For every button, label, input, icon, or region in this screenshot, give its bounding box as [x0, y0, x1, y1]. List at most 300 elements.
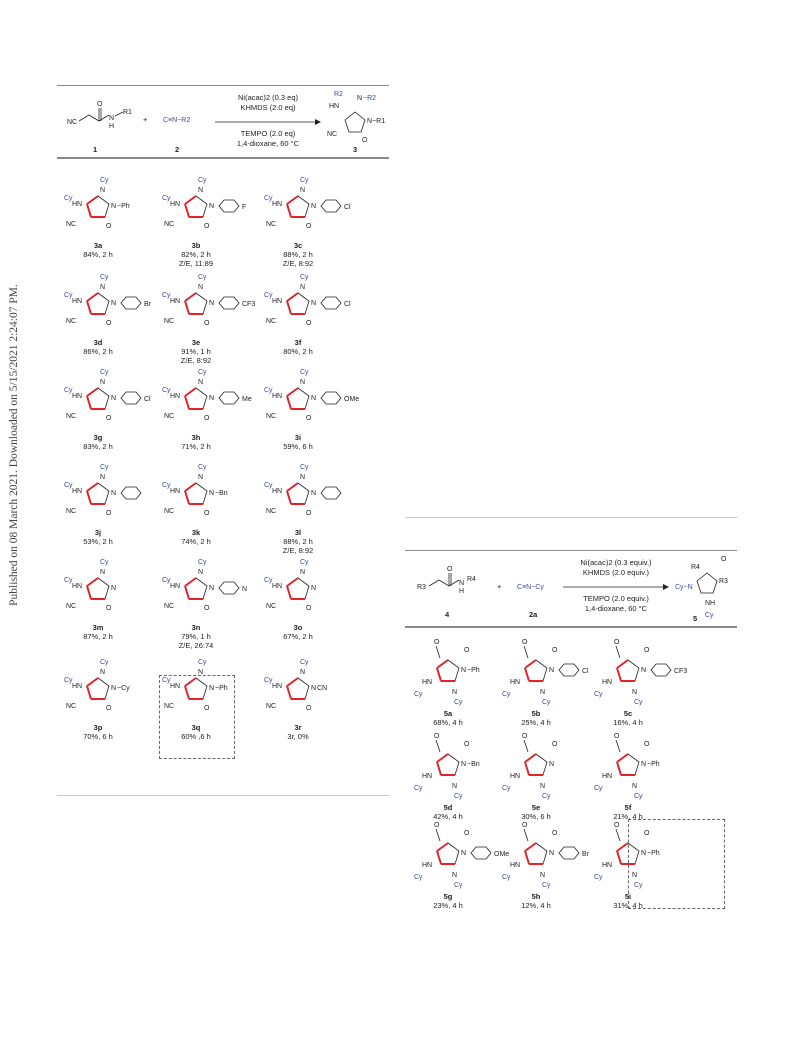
- cond-base-left: KHMDS (2.0 eq): [240, 103, 296, 112]
- svg-text:OMe: OMe: [494, 851, 510, 858]
- svg-text:Cy: Cy: [502, 691, 511, 698]
- compound-label-3m: 3m: [92, 623, 104, 632]
- svg-text:−Cy: −Cy: [117, 685, 130, 692]
- svg-text:HN: HN: [422, 773, 433, 780]
- svg-text:Cy: Cy: [264, 292, 273, 299]
- compound-3r: [262, 650, 382, 750]
- compound-yield-3b: 82%, 2 h: [181, 250, 211, 259]
- svg-text:HN: HN: [422, 862, 433, 869]
- svg-text:Cy: Cy: [300, 659, 309, 666]
- svg-text:Me: Me: [242, 396, 252, 403]
- mid-rule-right: [405, 626, 737, 628]
- svg-text:Cy: Cy: [162, 292, 171, 299]
- svg-text:N: N: [461, 761, 467, 768]
- svg-text:O: O: [522, 822, 528, 829]
- svg-text:Cy: Cy: [198, 464, 207, 471]
- svg-text:Cl: Cl: [144, 396, 151, 403]
- compound-label-3e: 3e: [191, 338, 201, 347]
- svg-text:N: N: [459, 580, 465, 587]
- compound-label-3c: 3c: [293, 241, 303, 250]
- compound-yield-3i: 59%, 6 h: [283, 442, 313, 451]
- svg-text:N: N: [300, 187, 306, 194]
- svg-text:Cl: Cl: [344, 204, 351, 211]
- svg-text:HN: HN: [602, 679, 613, 686]
- compound-yield-3o: 67%, 2 h: [283, 632, 313, 641]
- svg-text:O: O: [464, 830, 470, 837]
- svg-text:N: N: [198, 474, 204, 481]
- reactant-1-label: 1: [93, 145, 98, 154]
- svg-text:N: N: [641, 667, 647, 674]
- svg-text:Cy: Cy: [454, 882, 463, 889]
- svg-text:R2: R2: [334, 91, 343, 98]
- product-5-label: 5: [693, 614, 698, 623]
- product-3-structure: [327, 91, 385, 144]
- svg-text:N: N: [549, 761, 555, 768]
- svg-text:Cy: Cy: [454, 793, 463, 800]
- svg-text:NC: NC: [164, 703, 175, 710]
- compound-yield-3k: 74%, 2 h: [181, 537, 211, 546]
- svg-text:NC: NC: [66, 508, 77, 515]
- svg-text:O: O: [106, 510, 112, 517]
- svg-text:Cy: Cy: [162, 387, 171, 394]
- svg-text:HN: HN: [170, 488, 181, 495]
- svg-text:Cy: Cy: [300, 369, 309, 376]
- svg-text:Cy: Cy: [64, 482, 73, 489]
- plus-sign-right: +: [497, 582, 502, 591]
- svg-text:Cy: Cy: [198, 369, 207, 376]
- svg-text:O: O: [644, 830, 650, 837]
- compound-yield-3h: 71%, 2 h: [181, 442, 211, 451]
- svg-text:O: O: [552, 830, 558, 837]
- compound-yield-3n: 79%, 1 h: [181, 632, 211, 641]
- svg-text:Cy: Cy: [162, 577, 171, 584]
- svg-text:Cy: Cy: [100, 559, 109, 566]
- svg-text:N: N: [209, 395, 215, 402]
- svg-text:Cy: Cy: [634, 882, 643, 889]
- svg-text:O: O: [204, 510, 210, 517]
- compound-5f: [592, 726, 712, 826]
- svg-text:Cy: Cy: [64, 577, 73, 584]
- svg-text:CF3: CF3: [674, 668, 688, 675]
- svg-text:N: N: [311, 395, 317, 402]
- svg-text:N: N: [209, 300, 215, 307]
- svg-text:Cy: Cy: [64, 677, 73, 684]
- svg-text:NC: NC: [66, 318, 77, 325]
- compound-yield-5b: 25%, 4 h: [521, 718, 551, 727]
- compound-ratio-3c: Z/E, 8:92: [282, 259, 314, 268]
- svg-text:Cy−N: Cy−N: [675, 584, 693, 591]
- svg-text:N: N: [540, 783, 546, 790]
- svg-text:HN: HN: [510, 679, 521, 686]
- svg-text:N: N: [632, 783, 638, 790]
- svg-text:R4: R4: [467, 576, 476, 583]
- compound-yield-3j: 53%, 2 h: [83, 537, 113, 546]
- compound-yield-3m: 87%, 2 h: [83, 632, 113, 641]
- svg-text:N: N: [311, 203, 317, 210]
- svg-text:O: O: [97, 101, 103, 108]
- svg-text:N: N: [632, 689, 638, 696]
- svg-text:O: O: [306, 605, 312, 612]
- svg-text:O: O: [464, 647, 470, 654]
- svg-text:HN: HN: [272, 683, 283, 690]
- svg-text:N: N: [300, 284, 306, 291]
- svg-text:N: N: [452, 689, 458, 696]
- svg-text:O: O: [204, 415, 210, 422]
- svg-text:HN: HN: [72, 393, 83, 400]
- svg-text:N: N: [300, 474, 306, 481]
- svg-text:O: O: [306, 415, 312, 422]
- svg-text:N: N: [111, 203, 117, 210]
- cond-oxidant-right: TEMPO (2.0 equiv.): [583, 594, 649, 603]
- top-rule-right-a: [405, 517, 737, 518]
- svg-text:O: O: [614, 822, 620, 829]
- svg-text:Br: Br: [144, 301, 151, 308]
- svg-text:−Ph: −Ph: [215, 685, 228, 692]
- compound-label-3r: 3r: [294, 723, 302, 732]
- svg-text:O: O: [614, 639, 620, 646]
- compound-yield-3p: 70%, 6 h: [83, 732, 113, 741]
- compound-3c: [262, 168, 382, 268]
- svg-text:HN: HN: [72, 488, 83, 495]
- svg-text:O: O: [447, 566, 453, 573]
- svg-text:−R2: −R2: [363, 95, 377, 102]
- svg-text:O: O: [106, 415, 112, 422]
- compound-label-3h: 3h: [191, 433, 201, 442]
- compound-yield-5g: 23%, 4 h: [433, 901, 463, 910]
- svg-text:HN: HN: [72, 583, 83, 590]
- svg-text:NC: NC: [266, 221, 277, 228]
- svg-text:N: N: [461, 667, 467, 674]
- svg-text:NC: NC: [266, 413, 277, 420]
- svg-text:N: N: [100, 379, 106, 386]
- compound-yield-5d: 42%, 4 h: [433, 812, 463, 821]
- svg-text:Cy: Cy: [414, 691, 423, 698]
- svg-text:HN: HN: [170, 298, 181, 305]
- compound-label-5f: 5f: [624, 803, 632, 812]
- svg-text:Cy: Cy: [100, 177, 109, 184]
- svg-text:NC: NC: [266, 703, 277, 710]
- svg-text:HN: HN: [272, 298, 283, 305]
- svg-text:N: N: [111, 300, 117, 307]
- reactant-4-label: 4: [445, 610, 450, 619]
- svg-text:Cy: Cy: [594, 874, 603, 881]
- svg-text:O: O: [464, 741, 470, 748]
- svg-text:O: O: [721, 556, 727, 563]
- svg-text:HN: HN: [510, 773, 521, 780]
- compound-label-5e: 5e: [531, 803, 541, 812]
- svg-text:O: O: [306, 705, 312, 712]
- compound-yield-5i: 31%, 4 h: [613, 901, 643, 910]
- compound-label-3j: 3j: [94, 528, 102, 537]
- svg-text:Cy: Cy: [300, 274, 309, 281]
- svg-text:O: O: [204, 705, 210, 712]
- svg-text:Cy: Cy: [198, 559, 207, 566]
- svg-text:C≡N−R2: C≡N−R2: [163, 117, 191, 124]
- svg-text:O: O: [644, 647, 650, 654]
- svg-text:Cy: Cy: [634, 699, 643, 706]
- compound-yield-5a: 68%, 4 h: [433, 718, 463, 727]
- svg-text:Cy: Cy: [64, 292, 73, 299]
- reactant-1-structure: [67, 101, 132, 130]
- product-3-label: 3: [353, 145, 358, 154]
- svg-text:Cy: Cy: [64, 387, 73, 394]
- svg-text:N: N: [300, 569, 306, 576]
- svg-text:Cy: Cy: [634, 793, 643, 800]
- compound-label-5a: 5a: [443, 709, 453, 718]
- svg-text:N: N: [540, 872, 546, 879]
- svg-text:O: O: [362, 137, 368, 144]
- svg-text:Cy: Cy: [64, 195, 73, 202]
- svg-text:HN: HN: [170, 583, 181, 590]
- svg-text:Cy: Cy: [264, 677, 273, 684]
- scheme-right-header: [405, 551, 745, 625]
- svg-text:HN: HN: [72, 298, 83, 305]
- scheme-left-header: [57, 86, 397, 158]
- svg-text:NC: NC: [164, 413, 175, 420]
- compound-label-5h: 5h: [531, 892, 541, 901]
- svg-text:N: N: [311, 685, 317, 692]
- compound-label-5b: 5b: [531, 709, 541, 718]
- compound-yield-5h: 12%, 4 h: [521, 901, 551, 910]
- compound-label-3q: 3q: [191, 723, 201, 732]
- svg-text:O: O: [204, 605, 210, 612]
- svg-text:O: O: [204, 223, 210, 230]
- svg-text:O: O: [522, 733, 528, 740]
- svg-text:N: N: [100, 187, 106, 194]
- svg-text:N: N: [111, 585, 117, 592]
- svg-text:Cy: Cy: [198, 659, 207, 666]
- svg-text:O: O: [434, 639, 440, 646]
- compound-label-3k: 3k: [191, 528, 201, 537]
- svg-text:HN: HN: [602, 862, 613, 869]
- svg-text:NC: NC: [164, 221, 175, 228]
- compound-3l: [262, 455, 382, 555]
- svg-text:Cy: Cy: [198, 177, 207, 184]
- compound-yield-3f: 80%, 2 h: [283, 347, 313, 356]
- svg-text:N: N: [632, 872, 638, 879]
- svg-text:N: N: [452, 783, 458, 790]
- svg-text:NC: NC: [327, 131, 338, 138]
- compound-yield-3e: 91%, 1 h: [181, 347, 211, 356]
- svg-text:NC: NC: [164, 318, 175, 325]
- bottom-rule-left: [57, 795, 389, 796]
- svg-text:NH: NH: [705, 600, 716, 607]
- compound-yield-3g: 83%, 2 h: [83, 442, 113, 451]
- compound-label-5i: 5i: [624, 892, 632, 901]
- svg-text:N: N: [198, 569, 204, 576]
- svg-text:N: N: [111, 395, 117, 402]
- compound-3o: [262, 550, 382, 650]
- svg-text:N: N: [209, 203, 215, 210]
- reactant-2a-label: 2a: [529, 610, 538, 619]
- compound-5i: [592, 815, 712, 915]
- svg-text:HN: HN: [329, 103, 340, 110]
- svg-text:HN: HN: [72, 683, 83, 690]
- svg-text:HN: HN: [272, 583, 283, 590]
- svg-text:N: N: [100, 669, 106, 676]
- compound-label-3l: 3l: [294, 528, 302, 537]
- svg-text:HN: HN: [170, 393, 181, 400]
- svg-text:Cy: Cy: [502, 785, 511, 792]
- svg-text:NC: NC: [266, 318, 277, 325]
- compound-ratio-3l: Z/E, 8:92: [282, 546, 314, 555]
- svg-text:N: N: [549, 850, 555, 857]
- svg-text:Cy: Cy: [100, 274, 109, 281]
- svg-text:N: N: [198, 379, 204, 386]
- svg-text:Cy: Cy: [264, 482, 273, 489]
- reactant-4-structure: [417, 566, 476, 595]
- side-note: Published on 08 March 2021. Downloaded on 5/15/2021 2:24:07 PM.: [8, 284, 20, 606]
- svg-text:NC: NC: [266, 508, 277, 515]
- svg-text:CN: CN: [317, 685, 328, 692]
- svg-text:Cl: Cl: [344, 301, 351, 308]
- svg-text:Cy: Cy: [542, 699, 551, 706]
- svg-text:−Ph: −Ph: [467, 667, 480, 674]
- svg-text:N: N: [641, 761, 647, 768]
- svg-text:HN: HN: [510, 862, 521, 869]
- compound-yield-3r: 3r, 0%: [287, 732, 309, 741]
- svg-text:HN: HN: [602, 773, 613, 780]
- svg-text:R1: R1: [123, 109, 132, 116]
- svg-text:Cy: Cy: [162, 677, 171, 684]
- compound-5c: [592, 632, 712, 732]
- cond-solvent-left: 1,4-dioxane, 60 °C: [236, 139, 300, 148]
- svg-text:Cy: Cy: [100, 464, 109, 471]
- compound-label-3n: 3n: [191, 623, 201, 632]
- compound-label-3b: 3b: [191, 241, 201, 250]
- svg-text:HN: HN: [272, 201, 283, 208]
- svg-text:N: N: [111, 490, 117, 497]
- svg-text:HN: HN: [272, 393, 283, 400]
- svg-text:Cy: Cy: [264, 577, 273, 584]
- svg-text:O: O: [434, 733, 440, 740]
- svg-text:O: O: [106, 705, 112, 712]
- compound-label-3i: 3i: [294, 433, 302, 442]
- svg-text:N: N: [311, 585, 317, 592]
- svg-text:NC: NC: [266, 603, 277, 610]
- svg-text:Cy: Cy: [300, 464, 309, 471]
- svg-text:Cy: Cy: [264, 387, 273, 394]
- svg-text:HN: HN: [272, 488, 283, 495]
- svg-text:O: O: [552, 741, 558, 748]
- svg-text:Cy: Cy: [414, 785, 423, 792]
- svg-text:NC: NC: [66, 703, 77, 710]
- svg-text:Cy: Cy: [264, 195, 273, 202]
- svg-text:N: N: [209, 585, 215, 592]
- svg-text:Cy: Cy: [100, 369, 109, 376]
- cond-oxidant-left: TEMPO (2.0 eq): [240, 129, 296, 138]
- compound-label-3g: 3g: [93, 433, 103, 442]
- svg-text:N: N: [452, 872, 458, 879]
- svg-text:NC: NC: [164, 508, 175, 515]
- compound-ratio-3e: Z/E, 8:92: [180, 356, 212, 365]
- svg-text:N: N: [111, 685, 117, 692]
- svg-text:N: N: [100, 474, 106, 481]
- compound-yield-3d: 86%, 2 h: [83, 347, 113, 356]
- compound-3i: [262, 360, 382, 460]
- svg-text:O: O: [434, 822, 440, 829]
- compound-label-3f: 3f: [294, 338, 302, 347]
- svg-text:Cy: Cy: [594, 785, 603, 792]
- svg-text:−Bn: −Bn: [467, 761, 480, 768]
- svg-text:O: O: [306, 320, 312, 327]
- compound-label-3o: 3o: [293, 623, 303, 632]
- svg-text:R3: R3: [417, 584, 426, 591]
- svg-text:NC: NC: [66, 413, 77, 420]
- svg-text:N: N: [641, 850, 647, 857]
- isocyanide-structure: [163, 117, 190, 124]
- cond-base-right: KHMDS (2.0 equiv.): [582, 568, 650, 577]
- compound-ratio-3b: Z/E, 11:89: [178, 259, 214, 268]
- compound-yield-3q: 60% ,6 h: [181, 732, 211, 741]
- compound-yield-5f: 21%, 4 h: [613, 812, 643, 821]
- svg-text:R4: R4: [691, 564, 700, 571]
- compound-yield-3c: 88%, 2 h: [283, 250, 313, 259]
- svg-text:NC: NC: [67, 119, 78, 126]
- compound-label-3d: 3d: [93, 338, 103, 347]
- svg-text:Cy: Cy: [300, 177, 309, 184]
- svg-text:Cy: Cy: [594, 691, 603, 698]
- svg-text:N: N: [100, 284, 106, 291]
- svg-text:Cy: Cy: [454, 699, 463, 706]
- svg-text:−Ph: −Ph: [647, 850, 660, 857]
- svg-text:N: N: [198, 669, 204, 676]
- svg-text:N: N: [198, 187, 204, 194]
- reactant-2-label: 2: [175, 145, 180, 154]
- svg-text:N: N: [311, 300, 317, 307]
- svg-text:N: N: [209, 685, 215, 692]
- svg-text:N: N: [198, 284, 204, 291]
- svg-text:HN: HN: [422, 679, 433, 686]
- svg-text:Cy: Cy: [542, 793, 551, 800]
- svg-text:F: F: [242, 204, 247, 211]
- svg-text:−Ph: −Ph: [117, 203, 130, 210]
- svg-text:N: N: [109, 115, 115, 122]
- compound-ratio-3n: Z/E, 26:74: [178, 641, 214, 650]
- svg-text:Cy: Cy: [542, 882, 551, 889]
- svg-text:N: N: [357, 95, 363, 102]
- compound-yield-5c: 16%, 4 h: [613, 718, 643, 727]
- svg-text:O: O: [106, 605, 112, 612]
- cond-catalyst-right: Ni(acac)2 (0.3 equiv.): [580, 558, 652, 567]
- svg-text:N: N: [100, 569, 106, 576]
- svg-text:−Bn: −Bn: [215, 490, 228, 497]
- svg-text:O: O: [522, 639, 528, 646]
- svg-text:O: O: [306, 510, 312, 517]
- svg-text:HN: HN: [72, 201, 83, 208]
- svg-text:Cy: Cy: [502, 874, 511, 881]
- svg-text:Cy: Cy: [162, 482, 171, 489]
- svg-text:HN: HN: [170, 201, 181, 208]
- cond-solvent-right: 1,4-dioxane, 60 °C: [584, 604, 648, 613]
- svg-text:−Ph: −Ph: [647, 761, 660, 768]
- svg-text:N: N: [242, 586, 248, 593]
- compound-label-5g: 5g: [443, 892, 453, 901]
- svg-text:NC: NC: [66, 221, 77, 228]
- svg-text:N: N: [461, 850, 467, 857]
- svg-text:CF3: CF3: [242, 301, 256, 308]
- svg-text:H: H: [109, 123, 115, 130]
- compound-label-5c: 5c: [623, 709, 633, 718]
- svg-text:N: N: [300, 669, 306, 676]
- svg-text:O: O: [614, 733, 620, 740]
- svg-text:N: N: [549, 667, 555, 674]
- svg-text:R3: R3: [719, 578, 728, 585]
- svg-text:O: O: [644, 741, 650, 748]
- svg-text:N−R1: N−R1: [367, 118, 386, 125]
- compound-label-3a: 3a: [93, 241, 103, 250]
- svg-text:O: O: [106, 320, 112, 327]
